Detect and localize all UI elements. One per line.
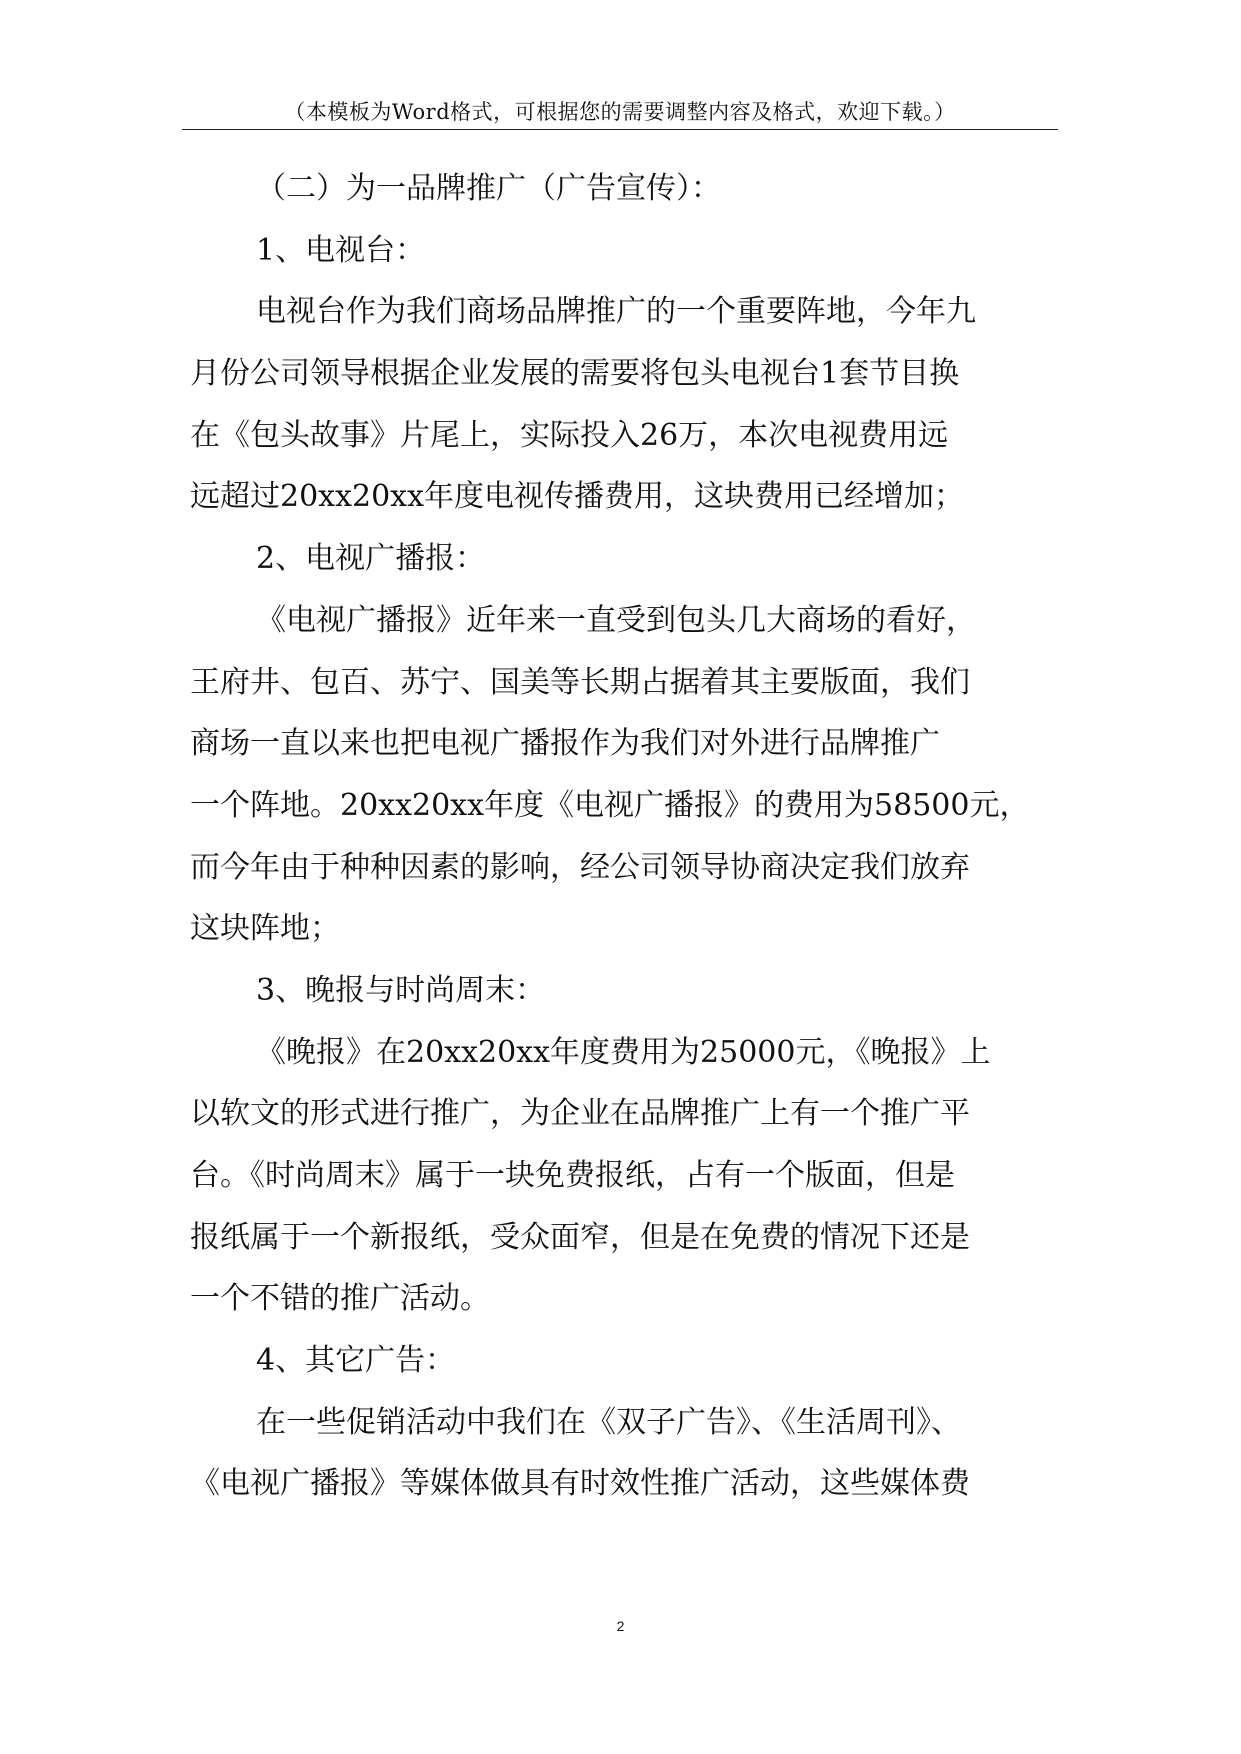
document-body — [190, 158, 1060, 1515]
body-line: 一个阵地。20xx20xx年度《电视广播报》的费用为58500元， — [190, 787, 1030, 823]
body-line: 这块阵地； — [190, 911, 340, 947]
body-line: （二）为一品牌推广（广告宣传）： — [256, 171, 721, 206]
body-line: 在一些促销活动中我们在《双子广告》、《生活周刊》、 — [256, 1404, 961, 1440]
page-number: 2 — [616, 1618, 625, 1634]
body-line: 月份公司领导根据企业发展的需要将包头电视台1套节目换 — [190, 356, 960, 392]
body-line: 2、电视广播报： — [256, 541, 486, 577]
body-line: 1、电视台： — [256, 232, 426, 268]
page-header-note: （本模板为Word格式，可根据您的需要调整内容及格式，欢迎下载。） — [284, 100, 956, 124]
body-line: 王府井、包百、苏宁、国美等长期占据着其主要版面，我们 — [190, 664, 970, 700]
body-line: 在《包头故事》片尾上，实际投入26万，本次电视费用远 — [190, 417, 949, 453]
body-line: 《晚报》在20xx20xx年度费用为25000元，《晚报》上 — [256, 1034, 991, 1070]
body-line: 3、晚报与时尚周末： — [256, 972, 546, 1008]
body-line: 《电视广播报》等媒体做具有时效性推广活动，这些媒体费 — [190, 1466, 970, 1502]
header-divider — [182, 129, 1058, 130]
body-line: 电视台作为我们商场品牌推广的一个重要阵地，今年九 — [256, 294, 976, 330]
body-line: 商场一直以来也把电视广播报作为我们对外进行品牌推广 — [190, 726, 940, 762]
body-line: 《电视广播报》近年来一直受到包头几大商场的看好， — [256, 602, 976, 638]
body-line: 以软文的形式进行推广，为企业在品牌推广上有一个推广平 — [190, 1096, 970, 1132]
body-line: 台。《时尚周末》属于一块免费报纸，占有一个版面，但是 — [190, 1158, 955, 1193]
body-line: 而今年由于种种因素的影响，经公司领导协商决定我们放弃 — [190, 849, 970, 885]
body-line: 报纸属于一个新报纸，受众面窄，但是在免费的情况下还是 — [190, 1219, 970, 1255]
body-line: 远超过20xx20xx年度电视传播费用，这块费用已经增加； — [190, 479, 965, 515]
body-line: 一个不错的推广活动。 — [190, 1281, 490, 1317]
body-line: 4、其它广告： — [256, 1343, 456, 1379]
